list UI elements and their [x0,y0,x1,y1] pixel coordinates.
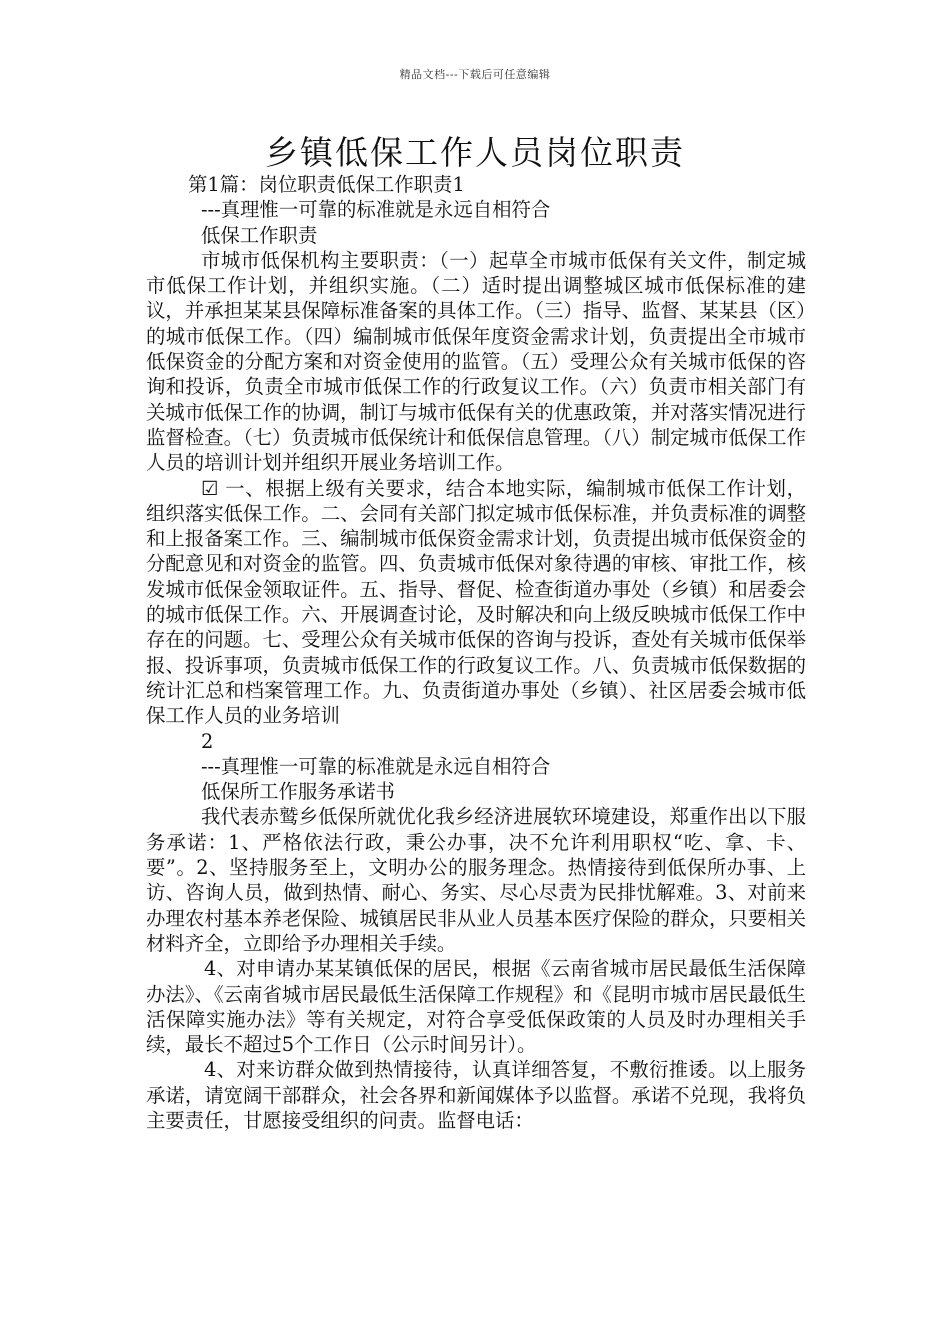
document-body [146,172,806,1133]
body-paragraph: 市城市低保机构主要职责：（一）起草全市城市低保有关文件，制定城市低保工作计划，并组织实施。（二）适时提出调整城区城市低保标准的建议，并承担某某县保障标准备案的具体工作。（三）指导、监督、某某县（区）的城市低保工作。（四）编制城市低保年度资金需求计划，负责提出全市城市低保资金的分配方案和对资金使用的监管。（五）受理公众有关城市低保的咨询和投诉，负责全市城市低保工作的行政复议工作。（六）负责市相关部门有关城市低保工作的协调，制订与城市低保有关的优惠政策，并对落实情况进行监督检查。（七）负责城市低保统计和低保信息管理。（八）制定城市低保工作人员的培训计划并组织开展业务培训工作。 [146,248,806,475]
body-paragraph-text: 一、根据上级有关要求，结合本地实际，编制城市低保工作计划，组织落实低保工作。二、会同有关部门拟定城市低保标准，并负责标准的调整和上报备案工作。三、编制城市低保资金需求计划，负责提出城市低保资金的分配意见和对资金的监管。四、负责城市低保对象待遇的审核、审批工作，核发城市低保金领取证件。五、指导、督促、检查街道办事处（乡镇）和居委会的城市低保工作。六、开展调查讨论，及时解决和向上级反映城市低保工作中存在的问题。七、受理公众有关城市低保的咨询与投诉，查处有关城市低保举报、投诉事项，负责城市低保工作的行政复议工作。八、负责城市低保数据的统计汇总和档案管理工作。九、负责街道办事处（乡镇）、社区居委会城市低保工作人员的业务培训 [146,476,806,728]
body-paragraph: 4、对来访群众做到热情接待，认真详细答复，不敷衍推诿。以上服务承诺，请宽阔干部群众，社会各界和新闻媒体予以监督。承诺不兑现，我将负主要责任，甘愿接受组织的问责。监督电话： [146,1058,806,1132]
checkbox-icon: ☑ [201,476,219,500]
section-subtitle: 低保所工作服务承诺书 [201,780,395,804]
body-paragraph: 4、对申请办某某镇低保的居民，根据《云南省城市居民最低生活保障办法》、《云南省城市居民最低生活保障工作规程》和《昆明市城市居民最低生活保障实施办法》等有关规定，对符合享受低保政策的人员及时办理相关手续，最长不超过5个工作日（公示时间另计）。 [146,957,806,1057]
motto-line: ---真理惟一可靠的标准就是永远自相符合 [201,198,551,222]
body-paragraph: 我代表赤鹫乡低保所就优化我乡经济进展软环境建设，郑重作出以下服务承诺：1、严格依法行政，秉公办事，决不允许利用职权“吃、拿、卡、要”。2、坚持服务至上，文明办公的服务理念。热情接待到低保所办事、上访、咨询人员，做到热情、耐心、务实、尽心尽责为民排忧解难。3、对前来办理农村基本养老保险、城镇居民非从业人员基本医疗保险的群众，只要相关材料齐全，立即给予办理相关手续。 [146,805,806,955]
header-note: 精品文档---下载后可任意编辑 [399,68,551,81]
page-title: 乡镇低保工作人员岗位职责 [265,133,685,172]
motto-line: ---真理惟一可靠的标准就是永远自相符合 [201,754,551,778]
section-heading: 第1篇：岗位职责低保工作职责1 [188,173,465,196]
body-paragraph-with-checkbox [146,476,806,729]
page-marker: 2 [201,729,214,753]
section-subtitle: 低保工作职责 [201,223,318,247]
